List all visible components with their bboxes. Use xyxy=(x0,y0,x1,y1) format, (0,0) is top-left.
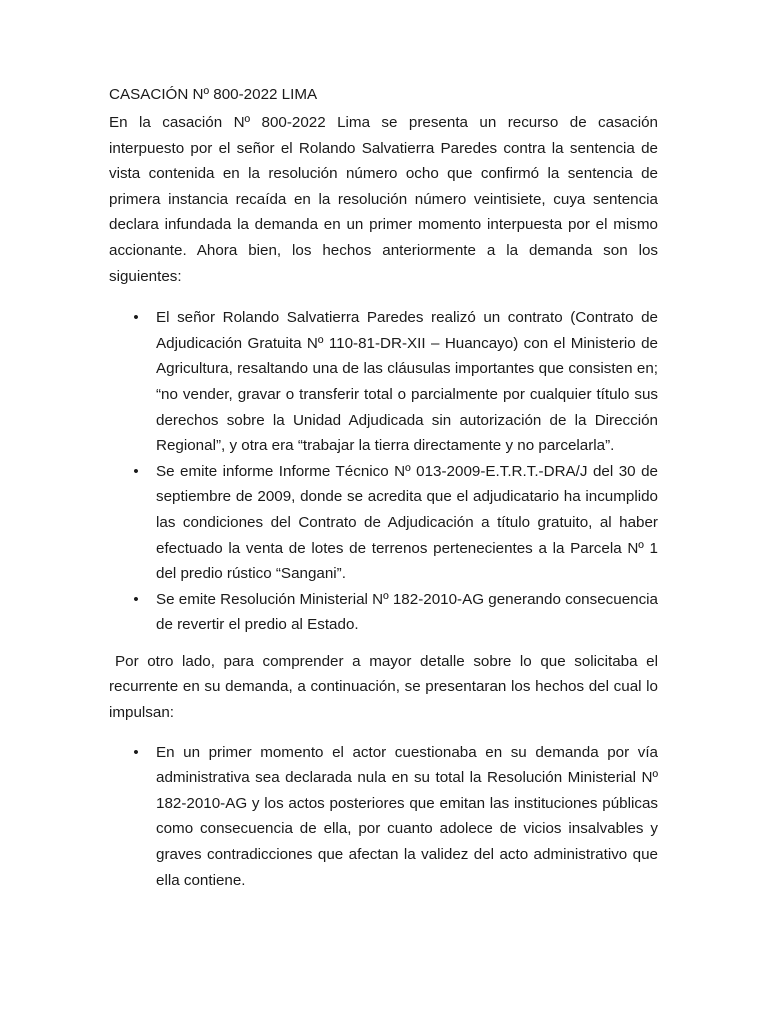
list-item xyxy=(109,459,658,587)
document-page xyxy=(109,84,658,893)
facts-list xyxy=(109,305,658,638)
list-item-text: Se emite informe Informe Técnico Nº 013-2009-E.T.R.T.-DRA/J del 30 de septiembre de 2009, donde se acredita que el adjudicatario ha incumplido las condiciones del Contrato de Adjudicación a título gratuito, al haber efectuado la venta de lotes de terrenos pertenecientes a la Parcela Nº 1 del predio rústico “Sangani”. xyxy=(156,462,658,583)
bullet-icon: • xyxy=(133,309,139,327)
bullet-icon: • xyxy=(133,462,139,480)
list-item xyxy=(109,740,658,894)
paragraph-intro: En la casación Nº 800-2022 Lima se presenta un recurso de casación interpuesto por el señor el Rolando Salvatierra Paredes contra la sentencia de vista contenida en la resolución número ocho que confirmó la sentencia de primera instancia recaída en la resolución número veintisiete, cuya sentencia declara infundada la demanda en un primer momento interpuesta por el mismo accionante. Ahora bien, los hechos anteriormente a la demanda son los siguientes: xyxy=(109,114,658,285)
list-item xyxy=(109,587,658,638)
bullet-icon: • xyxy=(133,743,139,761)
list-item-text: Se emite Resolución Ministerial Nº 182-2010-AG generando consecuencia de revertir el predio al Estado. xyxy=(156,590,658,634)
list-item-text: El señor Rolando Salvatierra Paredes realizó un contrato (Contrato de Adjudicación Gratuita Nº 110-81-DR-XII – Huancayo) con el Ministerio de Agricultura, resaltando una de las cláusulas importantes que consisten en; “no vender, gravar o transferir total o parcialmente por cualquier título sus derechos sobre la Unidad Adjudicada sin autorización de la Dirección Regional”, y otra era “trabajar la tierra directamente y no parcelarla”. xyxy=(156,309,658,455)
document-title: CASACIÓN Nº 800-2022 LIMA xyxy=(109,86,318,103)
bullet-icon: • xyxy=(133,590,139,608)
list-item-text: En un primer momento el actor cuestionaba en su demanda por vía administrativa sea declarada nula en su total la Resolución Ministerial Nº 182-2010-AG y los actos posteriores que emitan las instituciones públicas como consecuencia de ella, por cuanto adolece de vicios insalvables y graves contradicciones que afectan la validez del acto administrativo que ella contiene. xyxy=(156,743,658,889)
paragraph-claims: Por otro lado, para comprender a mayor detalle sobre lo que solicitaba el recurrente en su demanda, a continuación, se presentaran los hechos del cual lo impulsan: xyxy=(109,652,658,722)
list-item xyxy=(109,305,658,459)
claims-list xyxy=(109,740,658,894)
